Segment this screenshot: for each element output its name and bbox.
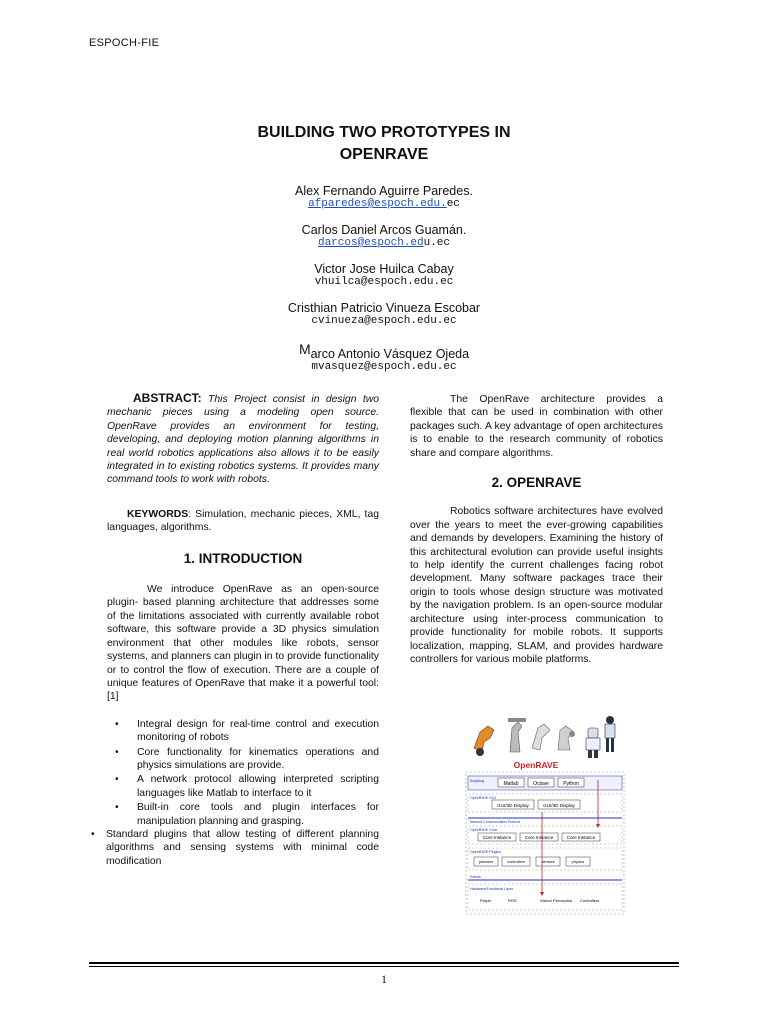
author-email: afparedes@espoch.edu.ec <box>308 198 460 210</box>
svg-text:Network Communication Protocol: Network Communication Protocol <box>470 820 521 824</box>
author-name: Cristhian Patricio Vinueza Escobar <box>287 301 481 315</box>
svg-text:GUI/3D Display: GUI/3D Display <box>497 803 529 808</box>
paper-title <box>150 122 618 166</box>
architecture-diagram <box>460 708 630 918</box>
svg-text:ROS: ROS <box>508 898 517 903</box>
svg-text:Hardware/Functional Layer: Hardware/Functional Layer <box>470 887 514 891</box>
list-item: • Standard plugins that allow testing of different planning algorithms and sensing systems with minimal code modification <box>91 829 379 867</box>
svg-text:OpenRAVE Core: OpenRAVE Core <box>470 828 498 832</box>
openrave-architecture-figure <box>460 708 630 918</box>
robot-images <box>474 716 615 758</box>
author-4 <box>150 301 618 327</box>
author-name: Alex Fernando Aguirre Paredes. <box>295 184 473 198</box>
svg-text:planners: planners <box>478 860 494 864</box>
list-item: • Built-in core tools and plugin interfaces for manipulation planning and grasping. <box>115 802 379 827</box>
architecture-paragraph: The OpenRave architecture provides a flexible that can be used in combination with other packages such. A key advantage of open architectures is to enable to the research community of robotics share and compare algorithms. <box>410 394 663 459</box>
author-3 <box>150 262 618 288</box>
title-line-2: OPENRAVE <box>339 146 429 163</box>
abstract-text: This Project consist in design two mechanic pieces using a modeling open source. OpenRave provides an environment for testing, developing, and deploying motion planning algorithms in real world robotics applications also allows it to be easily integrated in to existing robotics systems. It provides many command tools to work with robots. <box>107 394 379 486</box>
author-5 <box>150 341 618 373</box>
left-column <box>107 392 379 829</box>
svg-text:Controllers: Controllers <box>580 898 600 903</box>
author-email: cvinueza@espoch.edu.ec <box>311 315 457 327</box>
keywords <box>107 508 379 535</box>
list-item: • A network protocol allowing interpreted scripting languages like Matlab to interface to it <box>115 774 379 799</box>
bullet-icon: • <box>115 774 119 786</box>
author-email: vhuilca@espoch.edu.ec <box>314 276 454 288</box>
running-header: ESPOCH-FIE <box>89 37 160 49</box>
author-1 <box>150 184 618 210</box>
svg-text:GUI/3D Display: GUI/3D Display <box>543 803 575 808</box>
author-name: Victor Jose Huilca Cabay <box>314 262 454 276</box>
author-name: Carlos Daniel Arcos Guamán. <box>301 223 467 237</box>
svg-text:OpenRAVE GUI: OpenRAVE GUI <box>470 796 496 800</box>
section-heading-openrave: 2. OPENRAVE <box>491 475 582 491</box>
bullet-icon: • <box>115 718 119 730</box>
svg-text:Core Instance: Core Instance <box>524 835 554 840</box>
keywords-label: KEYWORDS <box>127 508 189 520</box>
scripting-label: Scripting <box>470 779 484 783</box>
page-number: 1 <box>381 972 387 986</box>
bullet-icon: • <box>115 746 119 758</box>
svg-text:Player: Player <box>480 898 492 903</box>
abstract-label: ABSTRACT: <box>133 391 202 405</box>
figure-title: OpenRAVE <box>513 760 559 770</box>
section-heading-introduction: 1. INTRODUCTION <box>183 550 303 566</box>
author-2 <box>150 223 618 249</box>
intro-paragraph: We introduce OpenRave as an open-source plugin- based planning architecture that addresses some of the limitations associated with currently available robot software, this software provide a 3D physics simulation environment that other modules like robots, sensor systems, and planners can plugin in to provide functionality or to control the flow of execution. There are a couple of unique features of OpenRave that make it a powerful tool: [1] <box>107 584 379 703</box>
author-email: mvasquez@espoch.edu.ec <box>311 361 457 373</box>
svg-text:Python: Python <box>563 781 579 787</box>
author-name: Marco Antonio Vásquez Ojeda <box>298 341 470 361</box>
abstract <box>107 392 379 487</box>
right-column <box>410 393 663 666</box>
footer-rule-thin <box>89 966 679 967</box>
author-email: darcos@espoch.edu.ec <box>317 237 451 249</box>
bullet-icon: • <box>91 829 95 840</box>
svg-text:Core Instance: Core Instance <box>566 835 596 840</box>
list-item: • Core functionality for kinematics operations and physics simulations are provide. <box>115 746 379 771</box>
email-link[interactable]: afparedes@espoch.edu. <box>308 198 447 210</box>
svg-text:Core Instance: Core Instance <box>482 835 512 840</box>
svg-text:Vision/ Perception: Vision/ Perception <box>540 898 573 903</box>
bullet-icon: • <box>115 802 119 814</box>
svg-text:OpenRAVE Plugins: OpenRAVE Plugins <box>470 850 502 854</box>
last-bullet <box>89 828 379 868</box>
svg-text:sensors: sensors <box>541 860 555 864</box>
keywords-text: : Simulation, mechanic pieces, XML, tag languages, algorithms. <box>107 508 379 534</box>
svg-text:Robots: Robots <box>470 875 481 879</box>
svg-text:Matlab: Matlab <box>503 781 519 787</box>
svg-text:Octave: Octave <box>533 781 549 787</box>
email-link[interactable]: darcos@espoch.ed <box>317 237 424 249</box>
feature-list <box>107 718 379 828</box>
list-item: • Integral design for real-time control and execution monitoring of robots <box>115 718 379 744</box>
title-line-1: BUILDING TWO PROTOTYPES IN <box>257 124 511 141</box>
svg-text:physics: physics <box>571 860 585 864</box>
footer-rule <box>89 962 679 964</box>
svg-text:controllers: controllers <box>507 860 525 864</box>
openrave-paragraph: Robotics software architectures have evolved over the years to meet the ever-growing capabilities and demands by developers. Examining the history of this architectural evolution can provide useful insights to help identify the current challenges facing robot development. Many software packages trace their origin to tools whose design structure was motivated by the navigation problem. Is an open-source modular architecture using inter-process communication to provide functionality for mobile robots. It supports localization, mapping, SLAM, and provides hardware controllers for various mobile platforms. <box>410 506 663 665</box>
